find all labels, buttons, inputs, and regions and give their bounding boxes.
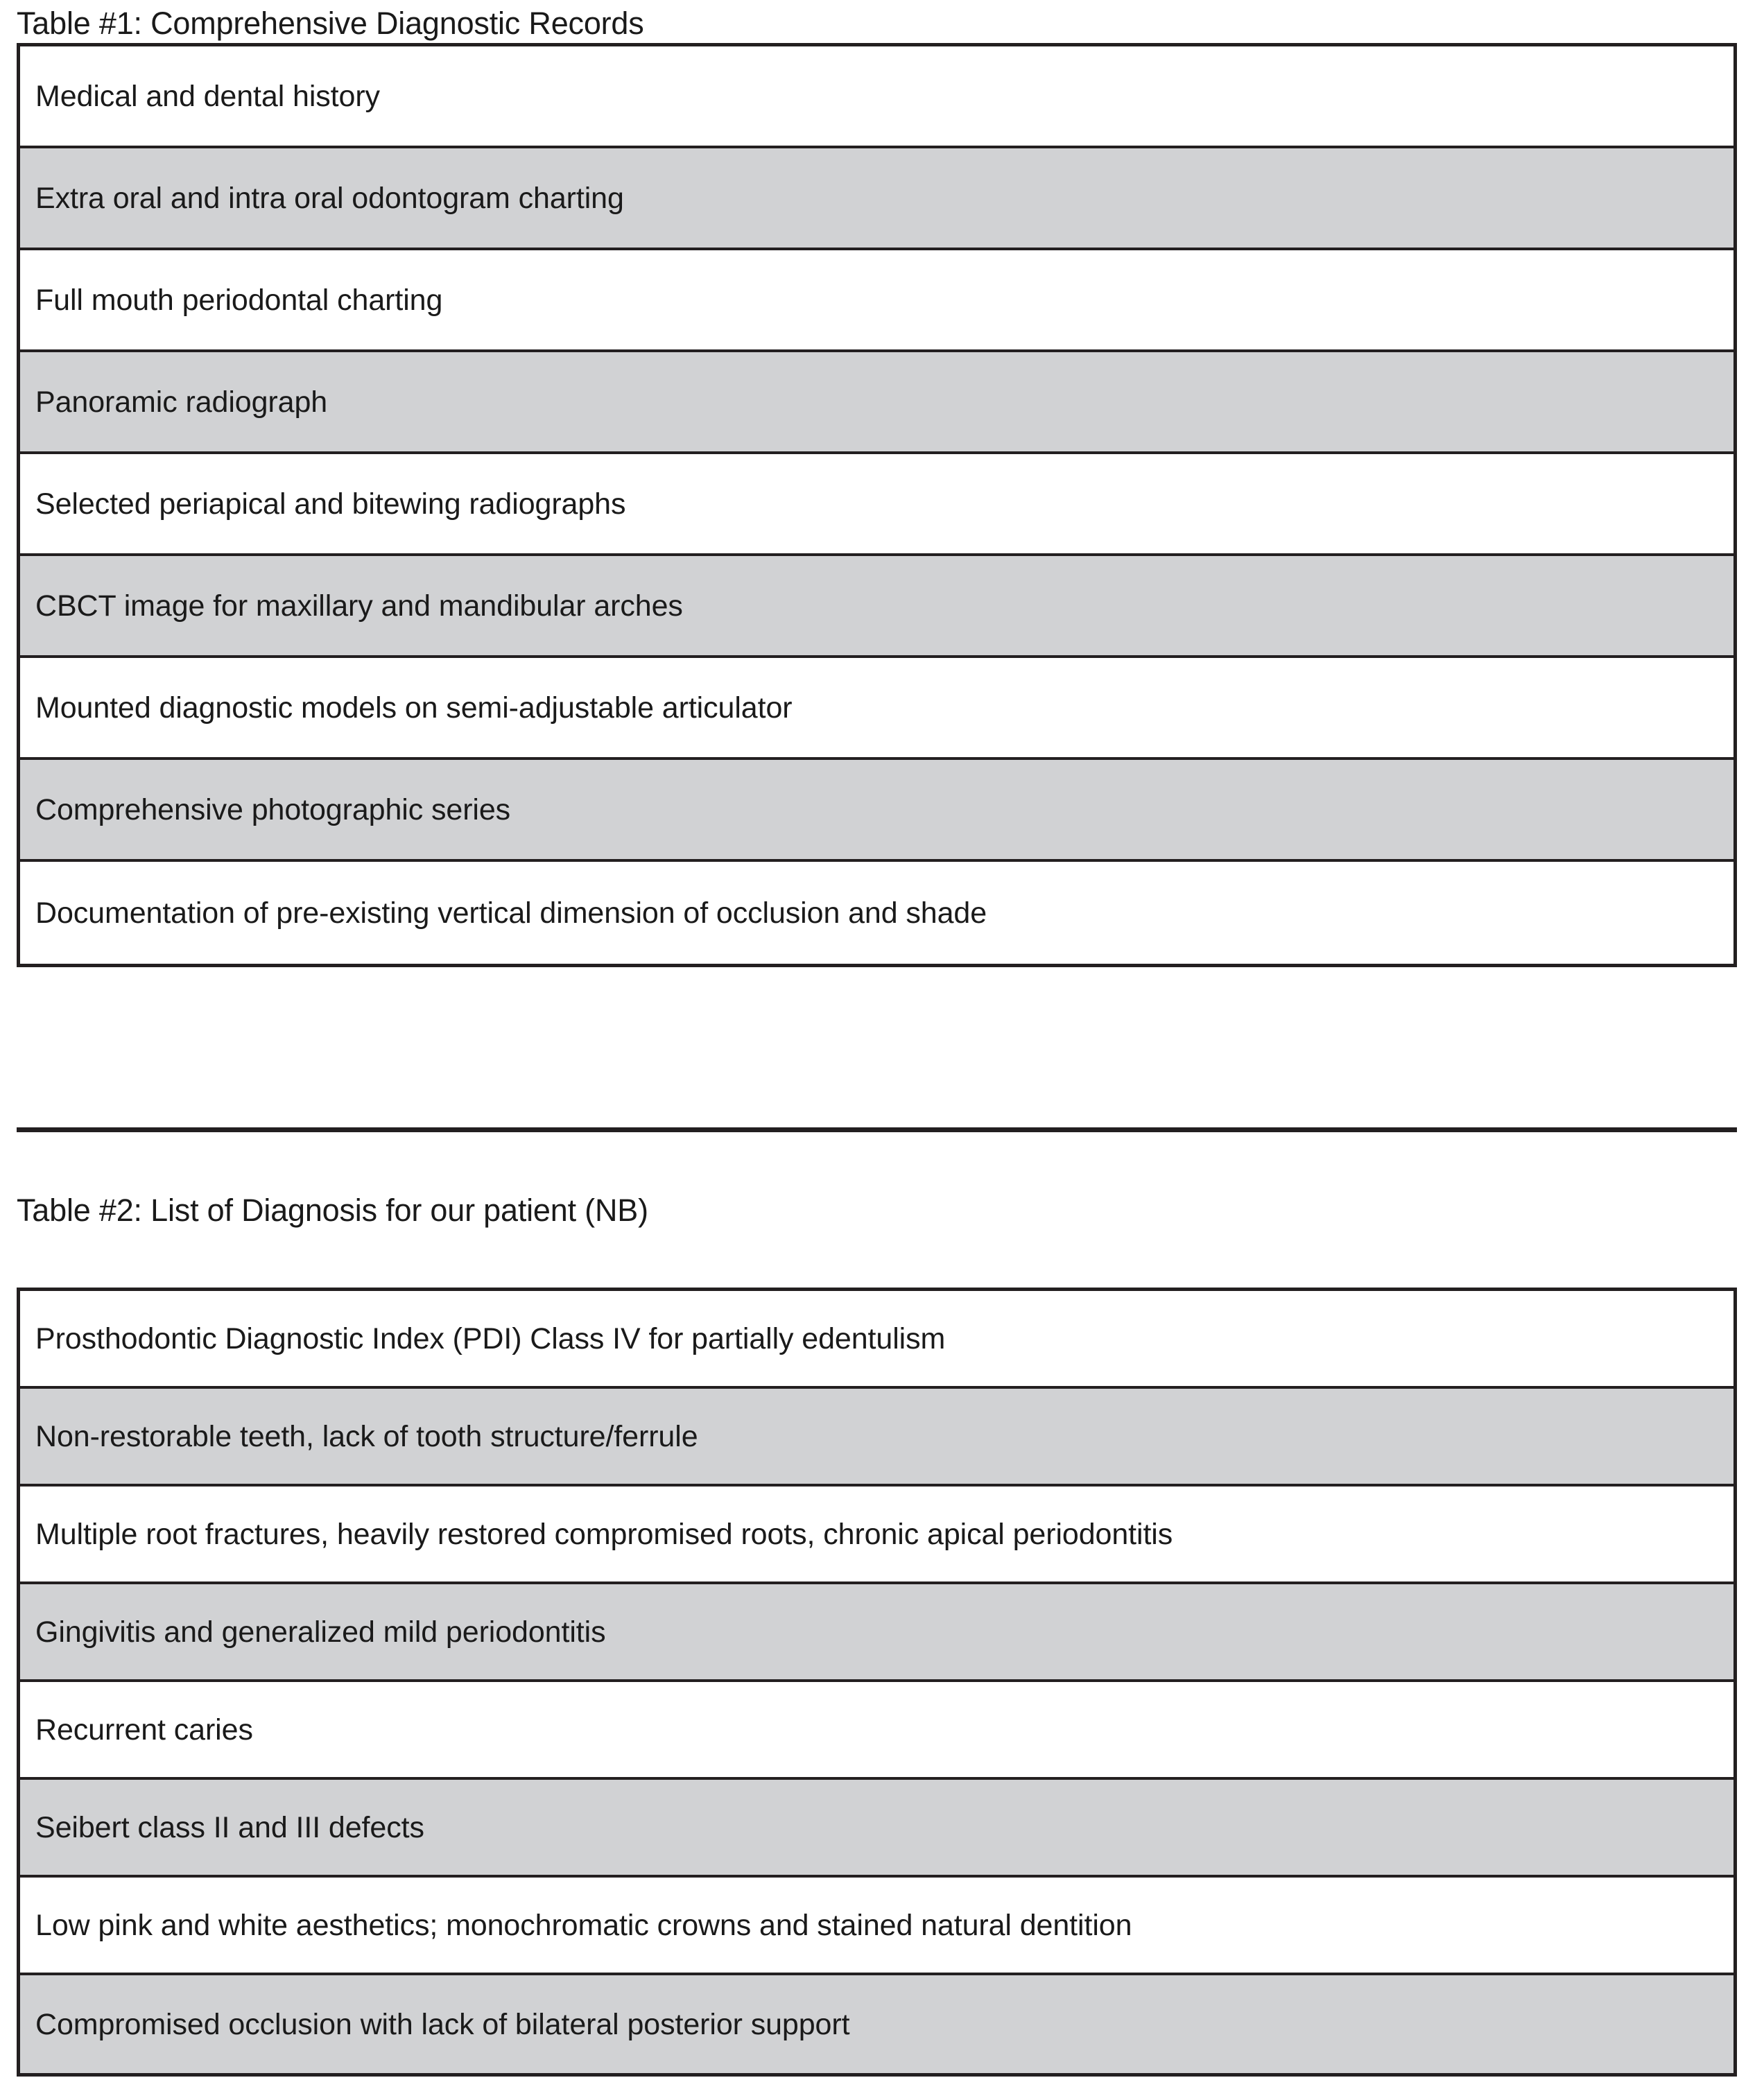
- table-row: [20, 46, 1733, 148]
- table-row: [20, 1975, 1733, 2073]
- table-row: [20, 1682, 1733, 1780]
- table-cell-text: Extra oral and intra oral odontogram charting: [35, 181, 624, 215]
- table-row: [20, 148, 1733, 250]
- table-cell-text: Comprehensive photographic series: [35, 792, 511, 826]
- table-cell-text: Panoramic radiograph: [35, 385, 328, 419]
- table-cell-text: CBCT image for maxillary and mandibular arches: [35, 589, 683, 623]
- table-row: [20, 1291, 1733, 1389]
- table-cell-text: Full mouth periodontal charting: [35, 283, 443, 317]
- table-row: [20, 1878, 1733, 1975]
- table-row: [20, 658, 1733, 760]
- table-cell-text: Seibert class II and III defects: [35, 1810, 424, 1844]
- table-row: [20, 1487, 1733, 1584]
- table-cell-text: Medical and dental history: [35, 79, 380, 113]
- table-row: [20, 556, 1733, 658]
- table-row: [20, 760, 1733, 862]
- table-cell-text: Low pink and white aesthetics; monochromatic crowns and stained natural dentition: [35, 1908, 1132, 1942]
- table-cell-text: Recurrent caries: [35, 1713, 253, 1747]
- table-row: [20, 352, 1733, 454]
- table-cell-text: Multiple root fractures, heavily restored compromised roots, chronic apical periodontitis: [35, 1517, 1173, 1551]
- section-divider-rule: [17, 1127, 1737, 1132]
- table-cell-text: Documentation of pre-existing vertical dimension of occlusion and shade: [35, 896, 987, 930]
- table-row: [20, 862, 1733, 964]
- table-row: [20, 1584, 1733, 1682]
- table-row: [20, 250, 1733, 352]
- table-cell-text: Gingivitis and generalized mild periodontitis: [35, 1615, 606, 1649]
- table-row: [20, 1780, 1733, 1878]
- table-row: [20, 1389, 1733, 1487]
- table-cell-text: Selected periapical and bitewing radiographs: [35, 487, 626, 521]
- table-cell-text: Mounted diagnostic models on semi-adjustable articulator: [35, 691, 793, 725]
- comprehensive-diagnostic-records-table: [17, 43, 1737, 967]
- table-cell-text: Compromised occlusion with lack of bilateral posterior support: [35, 2007, 850, 2041]
- table-2-caption: Table #2: List of Diagnosis for our patient (NB): [17, 1193, 648, 1228]
- list-of-diagnosis-table: [17, 1288, 1737, 2077]
- table-1-caption: Table #1: Comprehensive Diagnostic Records: [17, 6, 644, 41]
- table-cell-text: Non-restorable teeth, lack of tooth structure/ferrule: [35, 1419, 698, 1453]
- table-cell-text: Prosthodontic Diagnostic Index (PDI) Class IV for partially edentulism: [35, 1321, 946, 1355]
- table-row: [20, 454, 1733, 556]
